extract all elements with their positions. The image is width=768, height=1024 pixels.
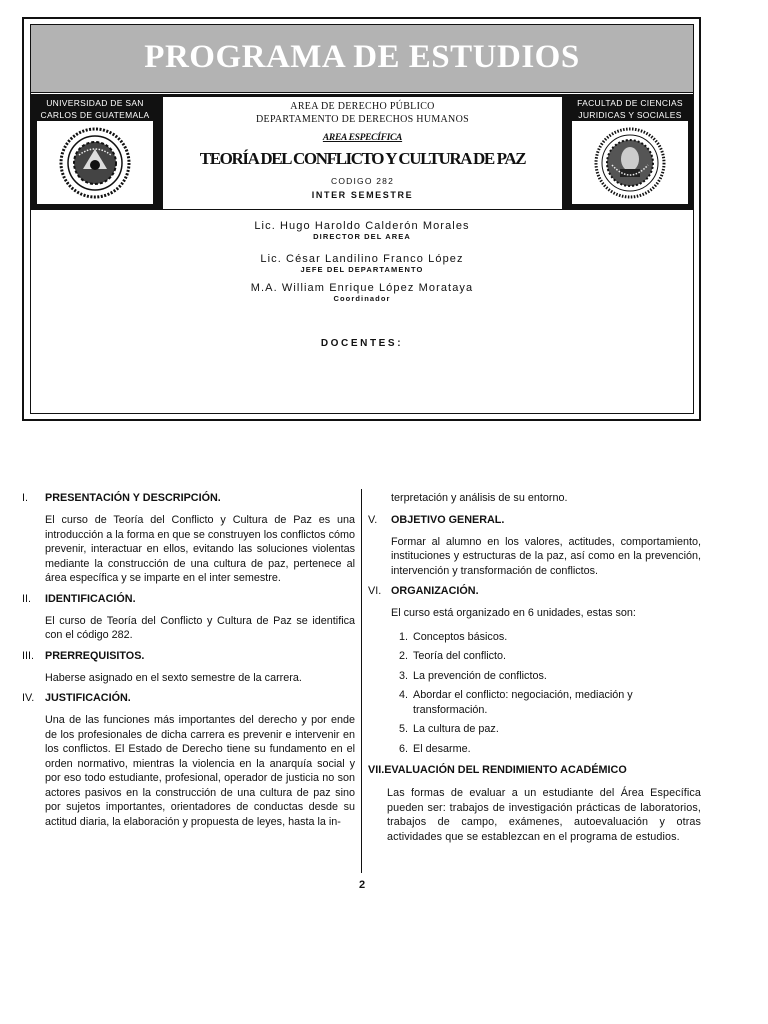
section-title: IDENTIFICACIÓN. bbox=[45, 592, 136, 605]
section-heading-objetivo bbox=[368, 513, 701, 529]
section-title-text: PRERREQUISITOS bbox=[45, 649, 142, 662]
list-item bbox=[391, 649, 701, 664]
university-logo-column bbox=[31, 94, 159, 209]
university-caption bbox=[31, 97, 159, 121]
section-heading-evaluacion: VII.EVALUACIÓN DEL RENDIMIENTO ACADÉMICO bbox=[368, 764, 627, 776]
faculty-seal bbox=[572, 121, 688, 204]
section-text-prerrequisitos: Haberse asignado en el sexto semestre de la carrera. bbox=[45, 671, 302, 684]
right-column bbox=[368, 491, 701, 844]
section-heading-organizacion bbox=[368, 584, 701, 600]
section-text-objetivo: Formar al alumno en los valores, actitudes, comportamiento, instituciones y estructuras de la paz, así como en la prevención, intervención y transformación de conflictos. bbox=[391, 535, 701, 577]
column-divider bbox=[361, 489, 362, 873]
list-item-number: 4. bbox=[399, 689, 409, 701]
department-head-role: JEFE DEL DEPARTAMENTO bbox=[300, 265, 424, 274]
list-item-number: 3. bbox=[399, 669, 409, 682]
faculty-logo-column bbox=[566, 94, 694, 209]
list-item bbox=[391, 669, 701, 684]
section-title-text: PRESENTACIÓN Y DESCRIPCIÓN bbox=[45, 492, 218, 504]
faculty-seal-icon bbox=[592, 125, 668, 201]
section-title-text: ORGANIZACIÓN bbox=[391, 585, 476, 597]
section-title-text: JUSTIFICACIÓN bbox=[45, 692, 128, 704]
department-name: DEPARTAMENTO DE DERECHOS HUMANOS bbox=[256, 114, 469, 125]
section-title: OBJETIVO GENERAL. bbox=[391, 513, 505, 526]
section-number: I. bbox=[22, 492, 28, 504]
list-item bbox=[391, 688, 701, 717]
staff-coordinator bbox=[31, 282, 693, 303]
section-title-text: OBJETIVO GENERAL bbox=[391, 513, 502, 526]
list-item-label: La cultura de paz. bbox=[413, 723, 499, 735]
section-number: II. bbox=[22, 592, 31, 605]
section-text-identificacion: El curso de Teoría del Conflicto y Cultura de Paz se identifica con el código 282. bbox=[45, 614, 355, 641]
list-item-label: Abordar el conflicto: negociación, mediación y transformación. bbox=[413, 689, 633, 716]
university-caption-line-2: CARLOS DE GUATEMALA bbox=[40, 110, 150, 120]
list-item bbox=[391, 742, 701, 757]
director-name: Lic. Hugo Haroldo Calderón Morales bbox=[254, 220, 470, 232]
list-item bbox=[391, 722, 701, 737]
section-heading-presentacion bbox=[22, 491, 355, 507]
section-number: IV. bbox=[22, 692, 35, 704]
area-name: AREA DE DERECHO PÚBLICO bbox=[290, 101, 435, 112]
area-type: AREA ESPECÍFICA bbox=[322, 133, 403, 143]
staff-director bbox=[31, 220, 693, 241]
page-number: 2 bbox=[358, 879, 366, 891]
section-text-justificacion-continued: terpretación y análisis de su entorno. bbox=[391, 492, 568, 504]
course-title: TEORÍA DEL CONFLICTO Y CULTURA DE PAZ bbox=[199, 149, 526, 168]
list-item-label: La prevención de conflictos. bbox=[413, 669, 547, 682]
section-title-text: IDENTIFICACIÓN bbox=[45, 592, 133, 605]
logo-band bbox=[31, 94, 693, 209]
section-heading-justificacion bbox=[22, 691, 355, 707]
section-heading-identificacion bbox=[22, 592, 355, 608]
university-seal-icon bbox=[57, 125, 133, 201]
section-number: V. bbox=[368, 513, 378, 526]
course-info-panel bbox=[163, 97, 562, 209]
list-item-label: Teoría del conflicto. bbox=[413, 650, 507, 662]
list-item-number: 6. bbox=[399, 742, 409, 755]
program-header-inner bbox=[30, 24, 694, 414]
section-text-justificacion: Una de las funciones más importantes del derecho y por ende de los profesionales de dicha carrera es prevenir e intervenir en los conflictos. El Estado de Derecho tiene su fundamento en el orden normativo, mientras la violencia en la anarquía social y por eso todo estudiante, profesional, operador de justicia no son actores pasivos en la construcción de una cultura de paz sino por sujetos importantes, orientadores de conductas desde su actitud diaria, la elaboración y propuesta de leyes, hasta la in- bbox=[45, 714, 355, 828]
left-column bbox=[22, 491, 355, 835]
faculty-caption-line-2: JURIDICAS Y SOCIALES bbox=[578, 110, 682, 120]
section-title: PRERREQUISITOS. bbox=[45, 649, 145, 662]
staff-department-head bbox=[31, 253, 693, 274]
section-title: JUSTIFICACIÓN. bbox=[45, 692, 131, 704]
section-text-organizacion: El curso está organizado en 6 unidades, estas son: bbox=[391, 607, 636, 619]
faculty-caption bbox=[566, 97, 694, 121]
title-band bbox=[31, 25, 693, 93]
faculty-caption-line-1: FACULTAD DE CIENCIAS bbox=[577, 98, 683, 108]
list-item-number: 1. bbox=[399, 630, 409, 643]
university-seal bbox=[37, 121, 153, 204]
section-heading-prerrequisitos bbox=[22, 649, 355, 665]
section-text-presentacion: El curso de Teoría del Conflicto y Cultura de Paz es una introducción a la forma en que se construyen los conflictos cómo prevenir, interactuar en ellos, evitando las soluciones violentas mediante la construcción de una cultura de paz, pertenece al área específica y se imparte en el inter semestre. bbox=[45, 514, 355, 584]
department-head-name: Lic. César Landilino Franco López bbox=[260, 253, 464, 265]
docentes-label: DOCENTES: bbox=[320, 338, 404, 349]
list-item-label: Conceptos básicos. bbox=[413, 630, 508, 643]
program-header bbox=[22, 17, 701, 421]
list-item-number: 2. bbox=[399, 650, 409, 662]
list-item-number: 5. bbox=[399, 723, 409, 735]
section-number: III. bbox=[22, 649, 34, 662]
course-code: CODIGO 282 bbox=[330, 176, 395, 186]
section-text-evaluacion: Las formas de evaluar a un estudiante del Área Específica pueden ser: trabajos de investigación prácticas de laboratorios, trabajos de campo, exámenes, autoevaluación y otras actividades que se establezcan en el programa de estudios. bbox=[387, 787, 701, 843]
program-title: PROGRAMA DE ESTUDIOS bbox=[144, 39, 580, 75]
coordinator-name: M.A. William Enrique López Morataya bbox=[250, 282, 474, 294]
list-item-label: El desarme. bbox=[413, 742, 471, 755]
coordinator-role: Coordinador bbox=[333, 294, 391, 303]
list-item bbox=[391, 630, 701, 645]
header-divider bbox=[31, 209, 693, 210]
director-role: DIRECTOR DEL AREA bbox=[313, 232, 411, 241]
university-caption-line-1: UNIVERSIDAD DE SAN bbox=[46, 98, 144, 108]
section-title: ORGANIZACIÓN. bbox=[391, 585, 479, 597]
course-semester: INTER SEMESTRE bbox=[311, 190, 414, 200]
section-number: VI. bbox=[368, 585, 382, 597]
section-title: PRESENTACIÓN Y DESCRIPCIÓN. bbox=[45, 492, 221, 504]
